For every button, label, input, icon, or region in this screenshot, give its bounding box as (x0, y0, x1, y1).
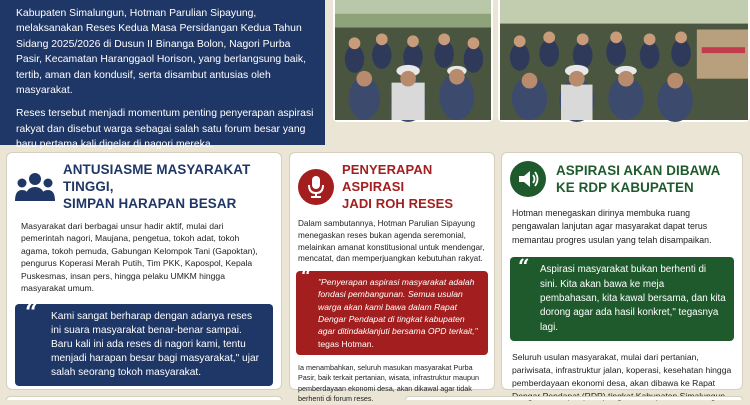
card-title (63, 161, 273, 212)
quote-box (15, 300, 273, 386)
quote-mark-icon: “ (518, 254, 530, 279)
card-title-line-2: SIMPAN HARAPAN BESAR (63, 196, 237, 211)
card-body-2: Seluruh usulan masyarakat, mulai dari pertanian, pariwisata, infrastruktur jalan, koperasi, kesehatan hingga pemberdayaan ekonomi desa, akan dibawa ke Rapat (512, 352, 732, 389)
card-body-1: Dalam sambutannya, Hotman Parulian Sipayung menegaskan reses bukan agenda seremonial, melainkan amanat konstitusional untuk mendengar, mencatat, dan memperjuangkan kebutuhan rakyat. (298, 219, 485, 264)
intro-paragraph-1: Kabupaten Simalungun, Hotman Parulian Sipayung, melaksanakan Reses Kedua Masa Persidangan Kedua Tahun Sidang 2025/2026 di Dusun II Binanga Bolon, Nagori Purba Pasir, Kecamatan Haranggaol Horison, yang berlangsung baik, tertib, aman dan kondusif, serta disambut antusias oleh masyarakat. (16, 8, 306, 97)
quote-attribution: tegas Hotman. (318, 338, 374, 349)
card-title (342, 161, 488, 212)
card-title-line-1: PENYERAPAN ASPIRASI (342, 162, 433, 194)
quote-text: Kami sangat berharap dengan adanya reses ini suara masyarakat benar-benar sampai. Baru kali ini ada reses di nagori kami, tentu menjadi harapan besar bagi masyarakat," ujar salah seorang tokoh masyarakat. (51, 311, 260, 379)
card-header (290, 153, 494, 216)
next-card-edge-right (405, 396, 743, 400)
card-title-line-1: ASPIRASI AKAN DIBAWA (556, 163, 721, 178)
card-antusiasme (6, 152, 282, 390)
card-title-line-2: JADI ROH RESES (342, 196, 454, 211)
card-penyerapan (289, 152, 495, 404)
card-body-2: Ia menambahkan, seluruh masukan masyarakat Purba Pasir, baik terkait pertanian, wisata, infrastruktur maupun pemberdayaan ekonomi desa, akan dikawal agar tidak berhenti di forum reses. (298, 362, 479, 404)
card-header (502, 153, 742, 201)
intro-paragraph-2: Reses tersebut menjadi momentum penting penyerapan aspirasi rakyat dan disebut warga sebagai salah satu forum besar yang baru pertama kali digelar di nagori mereka. (16, 108, 314, 151)
quote-text: Aspirasi masyarakat bukan berhenti di sini. Kita akan bawa ke meja pembahasan, kita kawal bersama, dan kita dorong agar ada hasil konkret," tegasnya lagi. (540, 264, 726, 333)
card-title-line-1: ANTUSIASME MASYARAKAT TINGGI, (63, 162, 251, 194)
quote-box (296, 266, 488, 355)
event-photo-right (498, 0, 750, 122)
people-group-icon (15, 169, 55, 205)
card-aspirasi (501, 152, 743, 390)
quote-text: "Penyerapan aspirasi masyarakat adalah fondasi pembangunan. Semua usulan warga akan kami bawa dalam Rapat Dengar Pendapat di tingkat kabupaten agar ditindaklanjuti bersama OPD terkait," (318, 277, 478, 337)
quote-mark-icon: “ (301, 266, 312, 288)
intro-panel (0, 0, 325, 151)
card-title (556, 162, 720, 196)
card-title-line-2: KE RDP KABUPATEN (556, 180, 694, 195)
quote-box (510, 254, 734, 341)
card-body-1: Hotman menegaskan dirinya membuka ruang pengawalan lanjutan agar masyarakat dapat terus memantau progres usulan yang telah disampaikan. (512, 208, 712, 245)
card-header (7, 153, 281, 216)
microphone-icon (298, 169, 334, 205)
quote-mark-icon: “ (25, 300, 38, 327)
card-body: Masyarakat dari berbagai unsur hadir aktif, mulai dari pemerintah nagori, Maujana, pengetua, tokoh adat, tokoh agama, tokoh pemuda, Gabungan Kelompok Tani (Gapoktan), pengurus Koperasi Merah Putih, Tim PKK, Kapospol, Kepala Puskesmas, insan pers, hingga pelaku UMKM hingga masyarakat umum. (21, 221, 258, 294)
next-card-edge-left (6, 396, 282, 400)
event-photo-left (333, 0, 493, 122)
megaphone-icon (510, 161, 546, 197)
